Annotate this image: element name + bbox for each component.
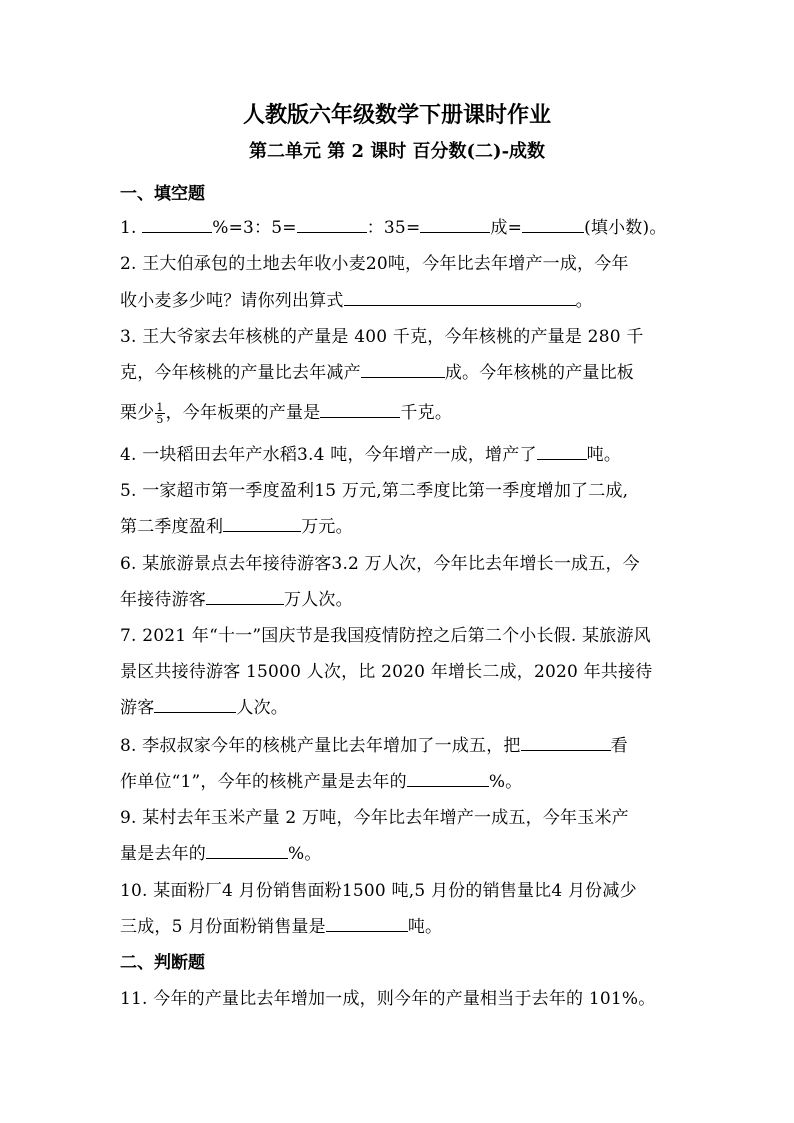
- question-8-text-c: 作单位“1”，今年的核桃产量是去年的: [120, 772, 407, 792]
- question-4-text: 4. 一块稻田去年产水稻3.4 吨，今年增产一成，增产了: [120, 445, 537, 465]
- question-5-line-1: 5. 一家超市第一季度盈利15 万元,第二季度比第一季度增加了二成,: [120, 481, 629, 501]
- question-2-line-2: [120, 286, 680, 311]
- question-3-text-d: ，今年板栗的产量是: [165, 403, 321, 423]
- question-3-line-2: [120, 358, 680, 383]
- question-2-end: 。: [575, 291, 593, 311]
- question-10-text: 三成，5 月份面粉销售量是: [120, 917, 326, 937]
- question-6-end: 万人次。: [284, 590, 353, 610]
- answer-blank[interactable]: [326, 916, 408, 932]
- question-1-number: 1.: [120, 218, 137, 238]
- question-8-text-a: 8. 李叔叔家今年的核桃产量比去年增加了一成五，把: [120, 736, 521, 756]
- answer-blank[interactable]: [537, 444, 587, 460]
- question-6-text: 年接待游客: [120, 590, 206, 610]
- question-5-end: 万元。: [301, 517, 353, 537]
- question-3-line-3: [120, 398, 680, 425]
- question-8-text-b: 看: [610, 736, 628, 756]
- answer-blank[interactable]: [154, 697, 236, 713]
- question-1: [120, 213, 680, 238]
- question-5-line-2: [120, 512, 680, 537]
- answer-blank[interactable]: [344, 290, 576, 306]
- answer-blank[interactable]: [521, 735, 611, 751]
- question-4-end: 吨。: [586, 445, 622, 465]
- question-11: 11. 今年的产量比去年增加一成，则今年的产量相当于去年的 101%。: [120, 989, 656, 1009]
- question-6-line-1: 6. 某旅游景点去年接待游客3.2 万人次，今年比去年增长一成五，今: [120, 554, 640, 574]
- question-5-text: 第二季度盈利: [120, 517, 224, 537]
- answer-blank[interactable]: [223, 516, 301, 532]
- question-7-end: 人次。: [236, 698, 289, 718]
- question-7-line-3: [120, 693, 680, 718]
- question-3-line-1: 3. 王大爷家去年核桃的产量是 400 千克，今年核桃的产量是 280 千: [120, 327, 644, 347]
- question-3-text-a: 克，今年核桃的产量比去年减产: [120, 363, 361, 383]
- page-subtitle: 第二单元 第 2 课时 百分数(二)-成数: [248, 141, 546, 162]
- question-10-line-1: 10. 某面粉厂4 月份销售面粉1500 吨,5 月份的销售量比4 月份减少: [120, 881, 637, 901]
- question-10-end: 吨。: [407, 917, 443, 937]
- question-1-text-b: ：35=: [366, 218, 421, 238]
- question-8-line-1: [120, 731, 680, 756]
- answer-blank[interactable]: [522, 217, 584, 233]
- fraction-one-fifth: [155, 402, 164, 425]
- question-8-line-2: [120, 767, 680, 792]
- question-10-line-2: [120, 912, 680, 937]
- question-2-line-1: 2. 王大伯承包的土地去年收小麦20吨，今年比去年增产一成，今年: [120, 254, 629, 274]
- question-7-line-2: 景区共接待游客 15000 人次，比 2020 年增长二成，2020 年共接待: [120, 662, 653, 682]
- answer-blank[interactable]: [206, 843, 288, 859]
- answer-blank[interactable]: [206, 589, 284, 605]
- answer-blank[interactable]: [297, 217, 367, 233]
- answer-blank[interactable]: [407, 771, 489, 787]
- question-4: [120, 440, 680, 465]
- answer-blank[interactable]: [320, 402, 400, 418]
- question-2-text: 收小麦多少吨？请你列出算式: [120, 291, 344, 311]
- page-title: 人教版六年级数学下册课时作业: [242, 102, 551, 128]
- question-7-text: 游客: [120, 698, 155, 718]
- question-1-text-a: %=3：5=: [212, 218, 297, 238]
- question-7-line-1: 7. 2021 年“十一”国庆节是我国疫情防控之后第二个小长假. 某旅游风: [120, 626, 651, 646]
- answer-blank[interactable]: [361, 362, 445, 378]
- question-1-text-d: (填小数)。: [584, 218, 667, 238]
- question-8-end: %。: [488, 772, 523, 792]
- section-fill-in-heading: 一、填空题: [120, 184, 205, 204]
- section-judgement-heading: 二、判断题: [120, 953, 205, 973]
- question-6-line-2: [120, 585, 680, 610]
- question-3-text-b: 成。今年核桃的产量比板: [444, 363, 635, 383]
- answer-blank[interactable]: [420, 217, 490, 233]
- question-3-text-e: 千克。: [400, 403, 453, 423]
- question-9-end: %。: [288, 844, 322, 864]
- fraction-numerator: 1: [156, 401, 164, 414]
- question-9-text: 量是去年的: [120, 844, 206, 864]
- question-3-text-c: 栗少: [120, 403, 155, 423]
- fraction-denominator: 5: [156, 413, 164, 426]
- question-1-text-c: 成=: [490, 218, 523, 238]
- question-9-line-2: [120, 839, 680, 864]
- answer-blank[interactable]: [142, 217, 212, 233]
- question-9-line-1: 9. 某村去年玉米产量 2 万吨，今年比去年增产一成五，今年玉米产: [120, 808, 629, 828]
